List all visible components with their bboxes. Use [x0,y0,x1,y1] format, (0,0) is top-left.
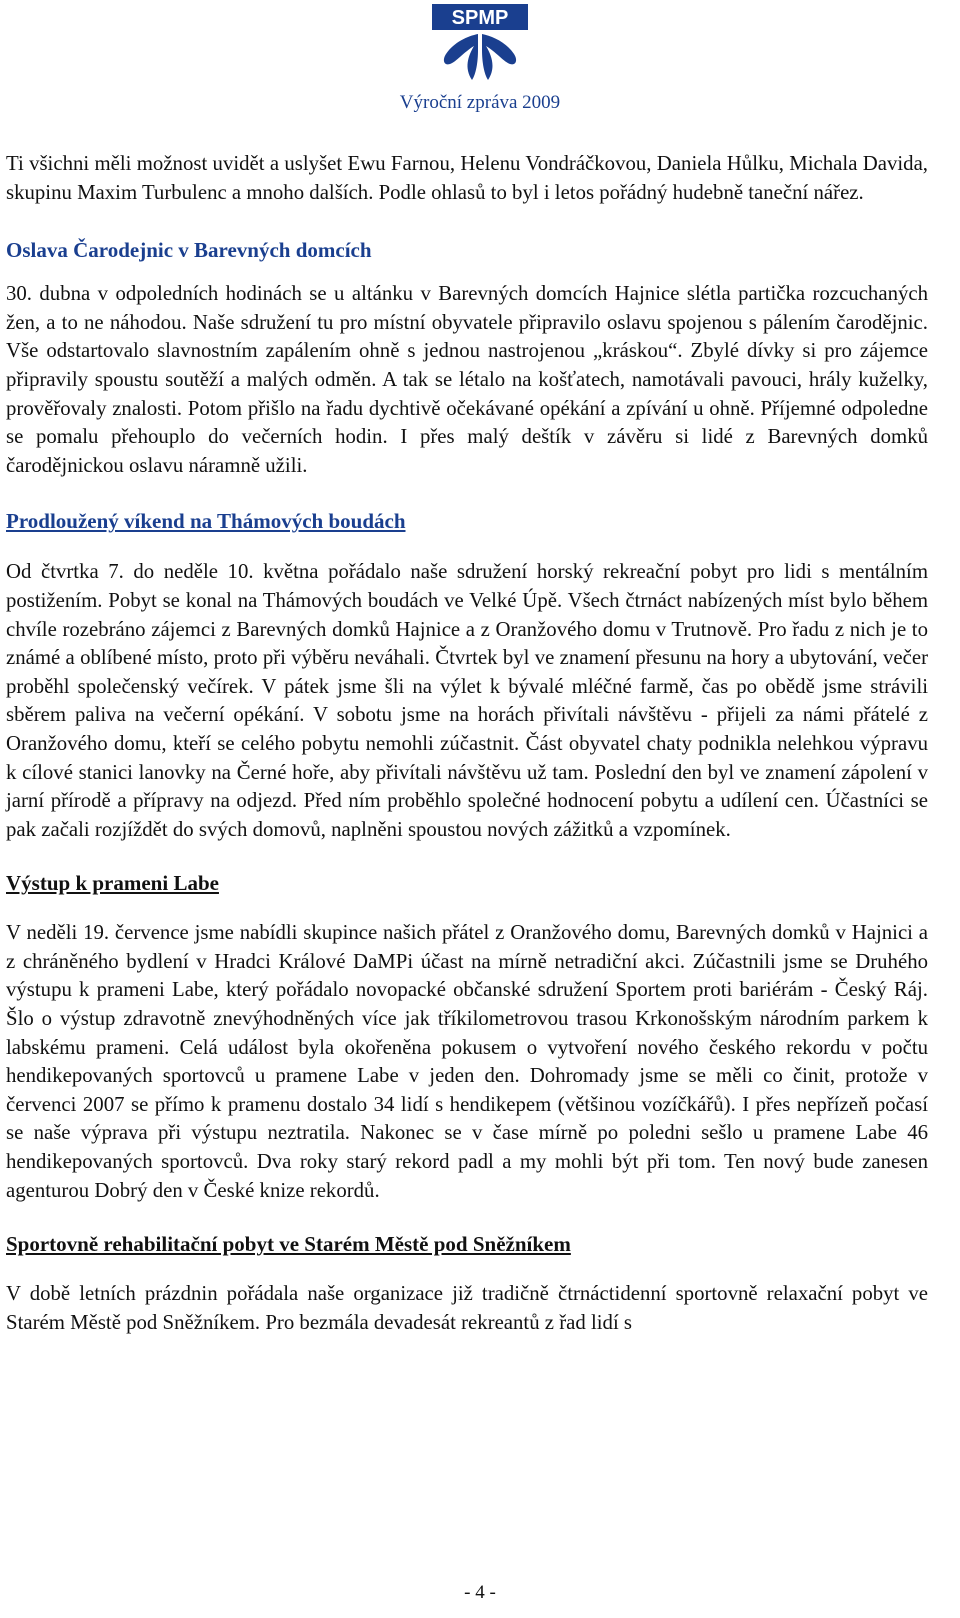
page-header [0,0,960,120]
section-paragraph: 30. dubna v odpoledních hodinách se u altánku v Barevných domcích Hajnice slétla partička rozcuchaných žen, a to ne náhodou. Naše sdružení tu pro místní obyvatele připravilo oslavu spojenou s pálením čarodějnic. Vše odstartovalo slavnostním zapálením ohně s jednou nastrojenou „kráskou“. Zbylé dívky si pro zájemce připravily spoustu soutěží a malých odměn. A tak se létalo na košťatech, namotávali pavouci, hrály kuželky, prověřovaly znalosti. Potom přišlo na řadu dychtivě očekávané opékání a zpívání u ohně. Příjemné odpoledne se pomalu přehouplo do večerních hodin. I přes malý deštík v závěru si lidé z Barevných domků čarodějnickou oslavu náramně užili. [6,282,928,477]
section-heading: Sportovně rehabilitační pobyt ve Starém Městě pod Sněžníkem [6,1232,571,1257]
section-paragraph: V době letních prázdnin pořádala naše organizace již tradičně čtrnáctidenní sportovně relaxační pobyt ve Starém Městě pod Sněžníkem. Pro bezmála devadesát rekreantů z řad lidí s [6,1282,928,1334]
section-heading: Oslava Čarodejnic v Barevných domcích [6,238,372,263]
page-content [6,150,928,1337]
page-number: - 4 - [464,1582,496,1603]
spmp-logo [428,2,532,84]
section-paragraph: Od čtvrtka 7. do neděle 10. května pořádalo naše sdružení horský rekreační pobyt pro lidi s mentálním postižením. Pobyt se konal na Thámových boudách ve Velké Úpě. Všech čtrnáct nabízených míst bylo během chvíle rozebráno zájemci z Barevných domků Hajnice a z Oranžového domu v Trutnově. Pro řadu z nich je to známé a oblíbené místo, proto při výběru neváhali. Čtvrtek byl ve znamení přesunu na hory a ubytování, večer proběhl společenský večírek. V pátek jsme šli na výlet k bývalé mléčné farmě, čas po obědě jsme strávili sběrem paliva na večerní opékání. V sobotu jsme na horách přivítali návštěvu - přijeli za námi přátelé z Oranžového domu, kteří se celého pobytu nemohli zúčastnit. Část obyvatel chaty podnikla nelehkou výpravu k cílové stanici lanovky na Černé hoře, aby přivítali návštěvu už tam. Poslední den byl ve znamení zápolení v jarní přírodě a přípravy na odjezd. Před ním proběhlo společné hodnocení pobytu a udílení cen. Účastníci se pak začali rozjíždět do svých domovů, naplněni spoustou nových zážitků a vzpomínek. [6,560,928,841]
section-heading: Výstup k prameni Labe [6,871,219,896]
section-heading: Prodloužený víkend na Thámových boudách [6,509,406,534]
report-title: Výroční zpráva 2009 [399,92,561,113]
section-paragraph: V neděli 19. července jsme nabídli skupince našich přátel z Oranžového domu, Barevných domků v Hajnici a z chráněného bydlení v Hradci Králové DaMPi účast na mírně netradiční akci. Zúčastnili jsme se Druhého výstupu k prameni Labe, který pořádalo novopacké občanské sdružení Sportem proti bariérám - Český Ráj. Šlo o výstup zdravotně znevýhodněných více jak tříkilometrovou trasou Krkonošským národním parkem k labskému prameni. Celá událost byla okořeněna pokusem o vytvoření nového českého rekordu v počtu hendikepovaných sportovců u pramene Labe v jeden den. Dohromady jsme se měli co činit, protože v červenci 2007 se přímo k pramenu dostalo 34 lidí s hendikepem (většinou vozíčkářů). I přes nepřízeň počasí se naše výprava při výstupu neztratila. Nakonec se v čase mírně po poledni sešlo u pramene Labe 46 hendikepovaných sportovců. Dva roky starý rekord padl a my mohli být při tom. Ten nový bude zanesen agenturou Dobrý den v České knize rekordů. [6,921,928,1202]
intro-paragraph: Ti všichni měli možnost uvidět a uslyšet Ewu Farnou, Helenu Vondráčkovou, Daniela Hůlku, Michala Davida, skupinu Maxim Turbulenc a mnoho dalších. Podle ohlasů to byl i letos pořádný hudebně taneční nářez. [6,152,928,204]
logo-text: SPMP [451,7,509,29]
